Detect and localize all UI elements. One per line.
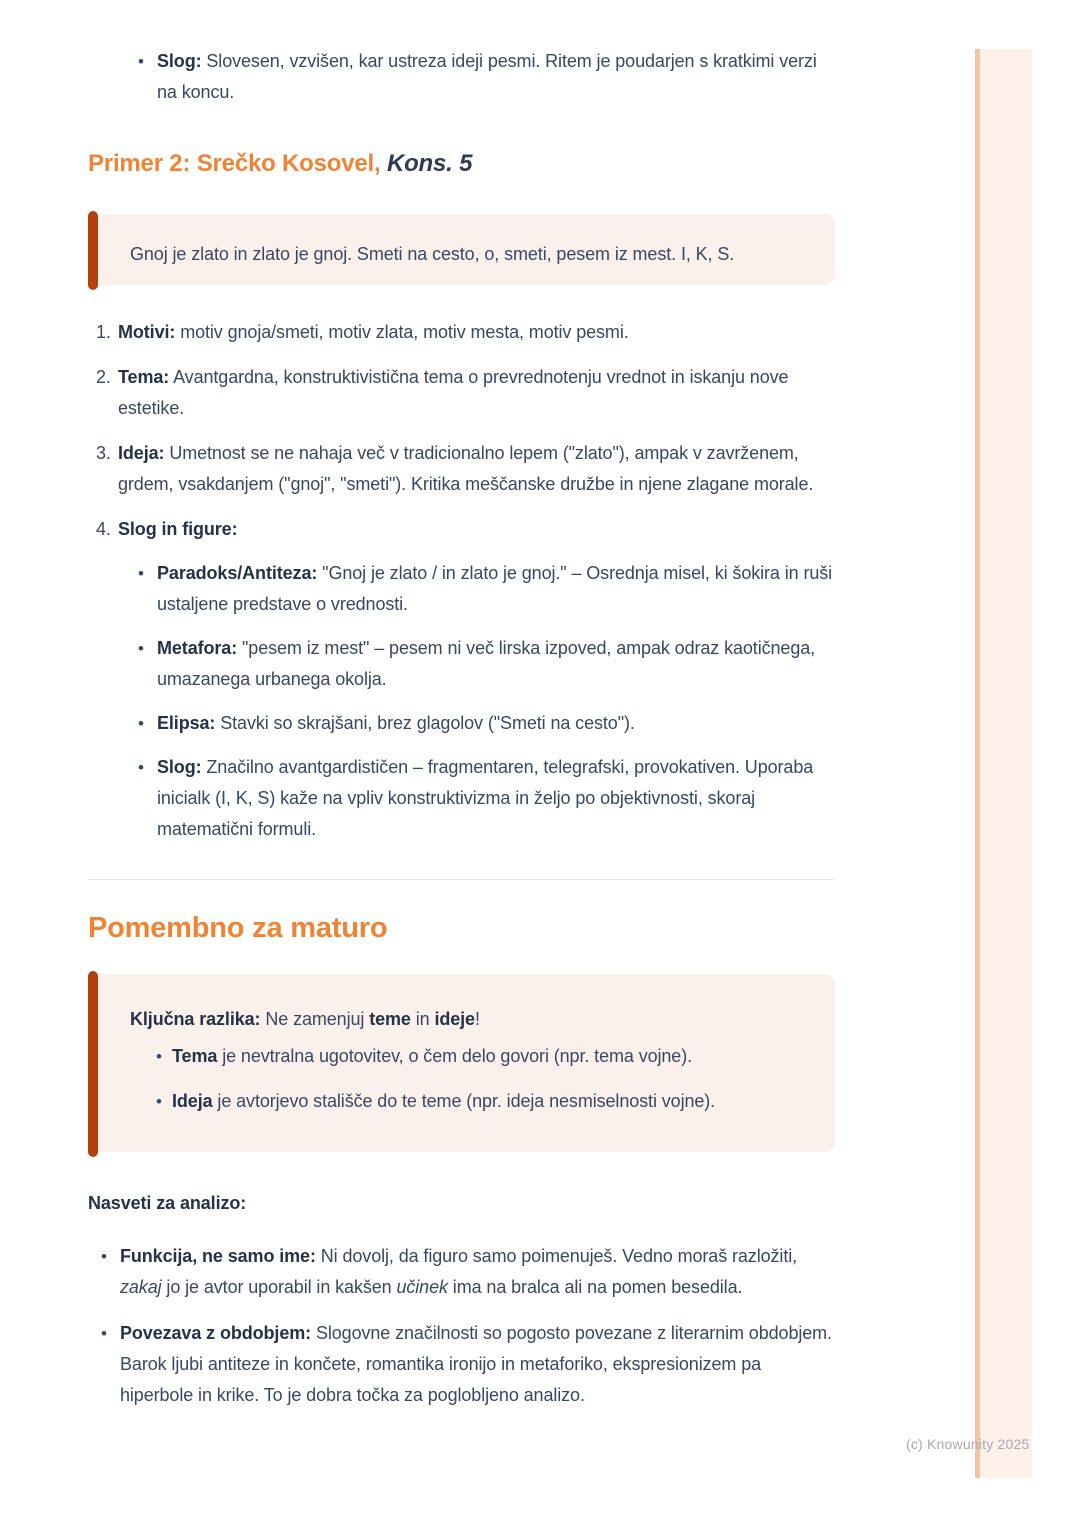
list-item-number: 3. [96,443,111,463]
poem-quote-text: Gnoj je zlato in zlato je gnoj. Smeti na cesto, o, smeti, pesem iz mest. I, K, S. [130,244,735,264]
analysis-numbered-list [88,317,835,545]
copyright-watermark: (c) Knowunity 2025 [906,1436,1030,1452]
list-item [88,514,835,545]
list-item [130,1086,795,1117]
page-edge-strip [975,49,1032,1478]
tips-heading: Nasveti za analizo: [88,1193,247,1213]
list-item [88,46,835,108]
work-title: Kons. 5 [386,150,473,177]
heading-prefix: Primer 2: Srečko Kosovel, [88,150,387,177]
poem-quote-block [88,214,835,285]
list-item-text: Tema je nevtralna ugotovitev, o čem delo govori (npr. tema vojne). [172,1046,693,1066]
list-item [88,438,835,500]
list-item-text: Povezava z obdobjem: Slogovne značilnosti so pogosto povezane z literarnim obdobjem. Barok ljubi antiteze in končete, romantika ironijo in metaforiko, ekspresionizem pa hiperbole in krike. To je dobra točka za poglobljeno analizo. [120,1323,832,1405]
list-item [88,558,835,620]
list-item-text: Slog: Značilno avantgardističen – fragmentaren, telegrafski, provokativen. Uporaba inicialk (I, K, S) kaže na vpliv konstruktivizma in željo po objektivnosti, skoraj matematični formuli. [157,757,814,839]
matura-callout-block [88,974,835,1152]
callout-title: Ključna razlika: Ne zamenjuj teme in ideje! [130,1009,480,1029]
list-item-text: Ideja: Umetnost se ne nahaja več v tradicionalno lepem ("zlato"), ampak v zavrženem, grdem, vsakdanjem ("gnoj", "smeti"). Kritika meščanske družbe in njene zlagane morale. [118,443,814,494]
list-item-text: Motivi: motiv gnoja/smeti, motiv zlata, motiv mesta, motiv pesmi. [118,322,629,342]
list-item [88,708,835,739]
section-heading-matura: Pomembno za maturo [88,912,388,944]
list-item-number: 1. [96,322,111,342]
list-item [88,752,835,845]
list-item [88,317,835,348]
quote-accent-bar [88,211,98,290]
list-item-text: Metafora: "pesem iz mest" – pesem ni več lirska izpoved, ampak odraz kaotičnega, umazanega urbanega okolja. [157,638,816,689]
list-item-text: Slog in figure: [118,519,238,539]
document-content [88,0,835,1411]
list-item [130,1041,795,1072]
list-item-text: Ideja je avtorjevo stališče do te teme (npr. ideja nesmiselnosti vojne). [172,1091,716,1111]
quote-accent-bar [88,971,98,1157]
list-item-text: Tema: Avantgardna, konstruktivistična tema o prevrednotenju vrednot in iskanju nove estetike. [118,367,789,418]
list-item-text: Paradoks/Antiteza: "Gnoj je zlato / in zlato je gnoj." – Osrednja misel, ki šokira in ruši ustaljene predstave o vrednosti. [157,563,833,614]
list-item [88,1318,835,1411]
list-item [88,633,835,695]
list-item-number: 4. [96,519,111,539]
section-heading-primer-2 [88,148,835,180]
list-item-text: Slog: Slovesen, vzvišen, kar ustreza ideji pesmi. Ritem je poudarjen s kratkimi verzi na koncu. [157,51,817,102]
list-item-number: 2. [96,367,111,387]
tips-bullet-list [88,1241,835,1411]
list-item-text: Funkcija, ne samo ime: Ni dovolj, da figuro samo poimenuješ. Vedno moraš razložiti, zakaj jo je avtor uporabil in kakšen učinek ima na bralca ali na pomen besedila. [120,1246,798,1297]
figure-bullet-list [88,558,835,845]
list-item [88,1241,835,1303]
list-item-text: Elipsa: Stavki so skrajšani, brez glagolov ("Smeti na cesto"). [157,713,635,733]
list-item [88,362,835,424]
section-divider [88,879,835,880]
